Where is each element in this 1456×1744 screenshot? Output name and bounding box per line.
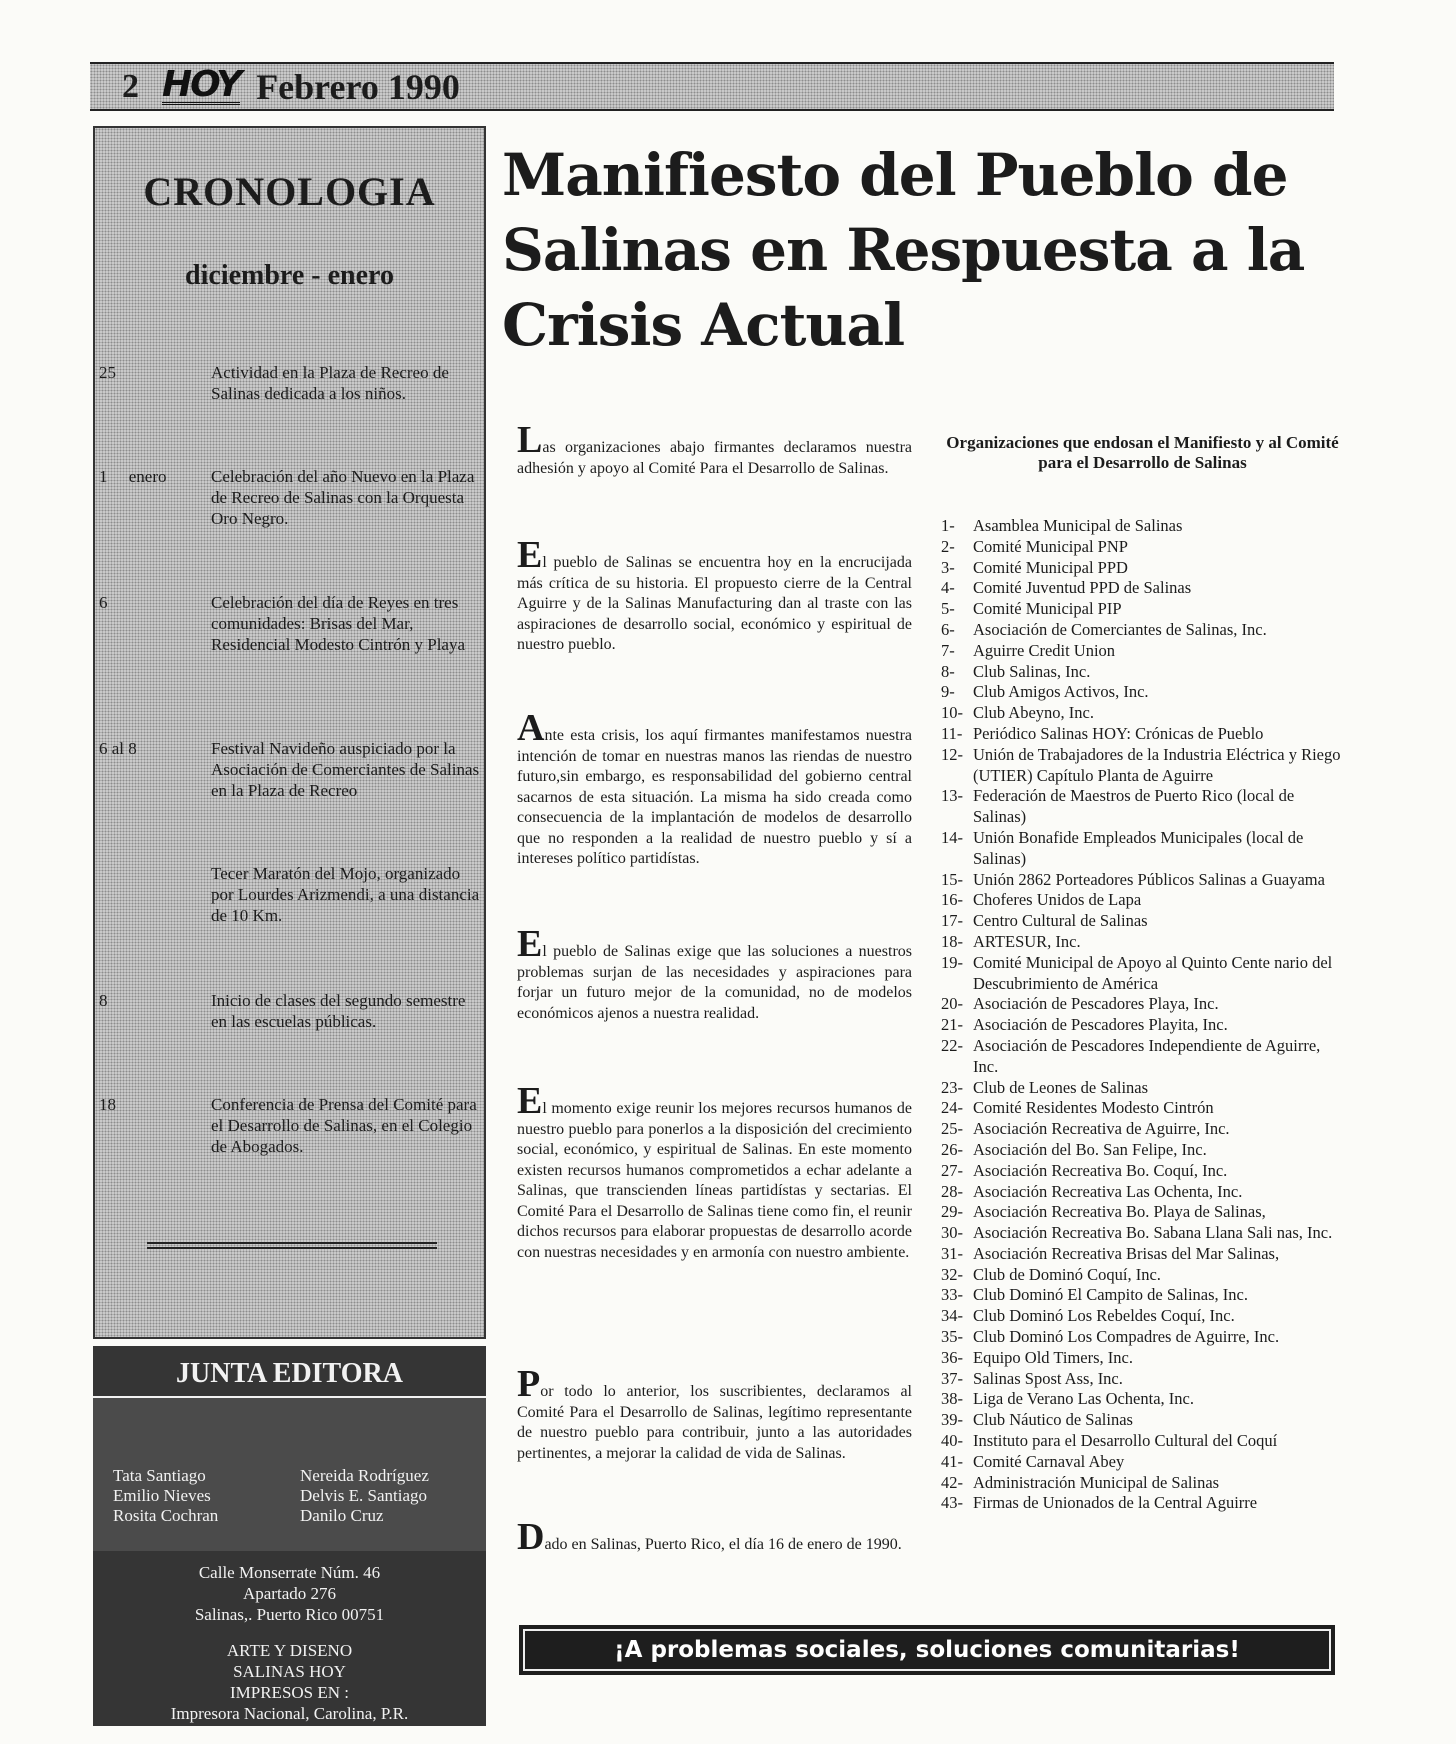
endorsement-name: Asociación del Bo. San Felipe, Inc.	[973, 1139, 1207, 1159]
endorsement-name: Comité Municipal PPD	[973, 557, 1128, 577]
event-text: Celebración del día de Reyes en tres comunidades: Brisas del Mar, Residencial Modesto Cintrón y Playa	[211, 593, 466, 654]
endorsement-name: Unión de Trabajadores de la Industria Eléctrica y Riego (UTIER) Capítulo Planta de Aguirre	[973, 744, 1341, 785]
endorsement-item	[941, 537, 1341, 558]
paragraph-text: l pueblo de Salinas exige que las soluciones a nuestros problemas surjan de las necesidades y aspiraciones para forjar un futuro mejor de la comunidad, no de modelos económicos ajenos a nuestra realidad.	[517, 943, 912, 1022]
event-date: 6 al 8	[99, 739, 137, 758]
address-line: Apartado 276	[242, 1584, 336, 1603]
endorsement-name: Asociación de Pescadores Playita, Inc.	[973, 1015, 1228, 1035]
endorsement-item	[941, 578, 1341, 599]
endorsement-name: Asamblea Municipal de Salinas	[973, 516, 1183, 535]
endorsement-name: Comité Municipal PNP	[973, 536, 1128, 556]
paragraph-text: ado en Salinas, Puerto Rico, el día 16 de enero de 1990.	[544, 1536, 902, 1553]
endorsement-name: Asociación de Comerciantes de Salinas, Inc.	[973, 619, 1267, 639]
endorsement-number: 8-	[941, 661, 955, 681]
endorsement-item	[941, 1389, 1341, 1410]
article-paragraph	[517, 1516, 912, 1558]
endorsement-number: 41-	[941, 1451, 963, 1471]
endorsement-name: Asociación Recreativa Bo. Playa de Salinas,	[973, 1202, 1266, 1222]
endorsement-number: 24-	[941, 1098, 963, 1118]
endorsement-number: 26-	[941, 1139, 963, 1159]
endorsement-name: Club Salinas, Inc.	[973, 661, 1091, 681]
endorsement-number: 4-	[941, 578, 955, 598]
slogan-banner	[519, 1625, 1335, 1675]
endorsement-item	[941, 1078, 1341, 1099]
drop-cap: P	[517, 1363, 541, 1405]
endorsement-number: 43-	[941, 1493, 963, 1513]
endorsement-name: Equipo Old Timers, Inc.	[973, 1347, 1133, 1367]
editor-name: Delvis E. Santiago	[300, 1486, 428, 1505]
endorsement-name: Club de Leones de Salinas	[973, 1077, 1149, 1097]
endorsement-item	[941, 703, 1341, 724]
endorsement-number: 3-	[941, 557, 955, 577]
endorsement-item	[941, 1452, 1341, 1473]
endorsement-name: Salinas Spost Ass, Inc.	[973, 1368, 1123, 1388]
endorsement-number: 31-	[941, 1243, 963, 1263]
endorsement-name: Asociación Recreativa Bo. Sabana Llana Sali nas, Inc.	[973, 1223, 1333, 1243]
endorsements-list	[941, 516, 1341, 1514]
editor-name: Emilio Nieves	[113, 1486, 211, 1505]
article-paragraph	[517, 1080, 912, 1263]
endorsement-name: Periódico Salinas HOY: Crónicas de Pueblo	[973, 723, 1264, 743]
endorsement-number: 5-	[941, 599, 955, 619]
endorsement-item	[941, 641, 1341, 662]
cronologia-title: CRONOLOGIA	[143, 169, 436, 214]
article-paragraph	[517, 419, 912, 479]
event-text: Tecer Maratón del Mojo, organizado por Lourdes Arizmendi, a una distancia de 10 Km.	[211, 864, 480, 925]
endorsement-number: 6-	[941, 619, 955, 639]
event-date: 6	[99, 593, 108, 612]
endorsement-name: Instituto para el Desarrollo Cultural del Coquí	[973, 1431, 1278, 1451]
endorsement-item	[941, 1161, 1341, 1182]
endorsement-name: Liga de Verano Las Ochenta, Inc.	[973, 1389, 1194, 1409]
event-date: 18	[99, 1095, 116, 1114]
endorsement-item	[941, 620, 1341, 641]
endorsement-item	[941, 1285, 1341, 1306]
endorsement-number: 33-	[941, 1285, 963, 1305]
slogan-text: ¡A problemas sociales, soluciones comunitarias!	[523, 1629, 1331, 1671]
endorsement-name: Unión 2862 Porteadores Públicos Salinas a Guayama	[973, 869, 1325, 889]
endorsement-number: 34-	[941, 1306, 963, 1326]
endorsement-name: Asociación Recreativa Las Ochenta, Inc.	[973, 1181, 1243, 1201]
endorsement-name: Club de Dominó Coquí, Inc.	[973, 1264, 1161, 1284]
endorsement-name: Asociación Recreativa Brisas del Mar Salinas,	[973, 1243, 1280, 1263]
endorsement-number: 19-	[941, 952, 963, 972]
endorsement-number: 23-	[941, 1077, 963, 1097]
event-date: 25	[99, 363, 116, 382]
paragraph-text: or todo lo anterior, los suscribientes, declaramos al Comité Para el Desarrollo de Salinas, legítimo representante de nuestro pueblo para contribuir, junto a las autoridades pertinentes, a mejorar la calidad de vida de Salinas.	[517, 1383, 912, 1462]
endorsement-name: Comité Carnaval Abey	[973, 1451, 1125, 1471]
drop-cap: L	[517, 419, 543, 461]
endorsement-item	[941, 1306, 1341, 1327]
endorsement-number: 20-	[941, 994, 963, 1014]
paragraph-text: l pueblo de Salinas se encuentra hoy en la encrucijada más crítica de su historia. El propuesto cierre de la Central Aguirre y de la Salinas Manufacturing dan al traste con las aspiraciones de desarrollo social, económico y espiritual de nuestro pueblo.	[517, 554, 912, 653]
credits-block	[93, 1640, 486, 1724]
endorsement-number: 40-	[941, 1431, 963, 1451]
headline-line: Salinas en Respuesta a la	[502, 216, 1305, 284]
endorsement-item	[941, 994, 1341, 1015]
issue-date: Febrero 1990	[256, 66, 460, 107]
endorsement-item	[941, 662, 1341, 683]
endorsement-number: 10-	[941, 703, 963, 723]
endorsement-item	[941, 890, 1341, 911]
article-paragraph	[517, 534, 912, 656]
credit-line: IMPRESOS EN :	[229, 1683, 350, 1702]
endorsement-name: Comité Juventud PPD de Salinas	[973, 578, 1192, 598]
endorsement-item	[941, 911, 1341, 932]
endorsement-number: 35-	[941, 1327, 963, 1347]
credit-line: Impresora Nacional, Carolina, P.R.	[170, 1704, 409, 1723]
endorsement-number: 42-	[941, 1472, 963, 1492]
endorsement-name: Club Náutico de Salinas	[973, 1410, 1133, 1430]
address-block	[93, 1562, 486, 1625]
endorsement-number: 14-	[941, 827, 963, 847]
endorsement-name: Asociación Recreativa de Aguirre, Inc.	[973, 1119, 1230, 1139]
endorsement-name: Centro Cultural de Salinas	[973, 911, 1148, 931]
endorsement-item	[941, 1410, 1341, 1431]
page-number: 2	[122, 67, 139, 105]
endorsement-number: 17-	[941, 911, 963, 931]
endorsement-number: 12-	[941, 744, 963, 764]
article-paragraph	[517, 923, 912, 1024]
endorsement-number: 30-	[941, 1223, 963, 1243]
endorsement-item	[941, 599, 1341, 620]
endorsement-number: 29-	[941, 1202, 963, 1222]
paragraph-text: as organizaciones abajo firmantes declaramos nuestra adhesión y apoyo al Comité Para el Desarrollo de Salinas.	[517, 439, 912, 477]
article-paragraph	[517, 707, 912, 870]
endorsement-item	[941, 1348, 1341, 1369]
endorsement-name: Aguirre Credit Union	[973, 640, 1116, 660]
address-line: Salinas,. Puerto Rico 00751	[194, 1605, 385, 1624]
divider-rule	[147, 1242, 437, 1249]
endorsement-name: Administración Municipal de Salinas	[973, 1472, 1220, 1492]
editor-name: Tata Santiago	[113, 1466, 206, 1485]
cronologia-box	[93, 126, 486, 1339]
endorsement-number: 18-	[941, 931, 963, 951]
endorsement-name: Asociación de Pescadores Playa, Inc.	[973, 994, 1219, 1014]
endorsement-item	[941, 516, 1341, 537]
endorsement-number: 2-	[941, 536, 955, 556]
headline-line: Manifiesto del Pueblo de	[502, 141, 1288, 209]
endorsement-number: 21-	[941, 1015, 963, 1035]
endorsement-number: 15-	[941, 869, 963, 889]
endorsement-name: Comité Municipal PIP	[973, 599, 1122, 619]
endorsement-name: Club Abeyno, Inc.	[973, 703, 1094, 723]
drop-cap: E	[517, 1080, 543, 1122]
endorsement-item	[941, 745, 1341, 787]
endorsement-name: Comité Municipal de Apoyo al Quinto Cente nario del Descubrimiento de América	[973, 952, 1333, 993]
endorsement-number: 11-	[941, 723, 963, 743]
paragraph-text: nte esta crisis, los aquí firmantes manifestamos nuestra intención de tomar en nuestras manos las riendas de nuestro futuro,sin embargo, es responsabilidad del gobierno central sacarnos de esta situación. La misma ha sido creada como consecuencia de la implantación de modelos de desarrollo que no responden a la realidad de nuestro pueblo y sí a intereses político partidístas.	[517, 727, 912, 867]
article-paragraph	[517, 1363, 912, 1464]
event-text: Celebración del año Nuevo en la Plaza de Recreo de Salinas con la Orquesta Oro Negro.	[211, 467, 475, 528]
endorsement-item	[941, 1493, 1341, 1514]
endorsement-number: 13-	[941, 786, 963, 806]
endorsement-item	[941, 1098, 1341, 1119]
endorsement-name: ARTESUR, Inc.	[973, 931, 1081, 951]
endorsement-name: Choferes Unidos de Lapa	[973, 890, 1142, 910]
endorsement-number: 36-	[941, 1347, 963, 1367]
event-text: Inicio de clases del segundo semestre en las escuelas públicas.	[211, 991, 466, 1031]
editor-name: Nereida Rodríguez	[300, 1466, 429, 1485]
endorsement-item	[941, 1036, 1341, 1078]
endorsement-item	[941, 1119, 1341, 1140]
endorsement-number: 37-	[941, 1368, 963, 1388]
junta-title: JUNTA EDITORA	[93, 1352, 486, 1398]
hoy-logo: HOY	[162, 64, 241, 105]
endorsement-item	[941, 682, 1341, 703]
article-headline	[502, 138, 1352, 363]
credit-line: SALINAS HOY	[233, 1662, 346, 1681]
endorsement-name: Club Dominó El Campito de Salinas, Inc.	[973, 1285, 1248, 1305]
endorsement-item	[941, 1327, 1341, 1348]
endorsement-name: Club Dominó Los Rebeldes Coquí, Inc.	[973, 1306, 1235, 1326]
endorsement-number: 9-	[941, 682, 955, 702]
cronologia-subtitle: diciembre - enero	[185, 260, 394, 291]
drop-cap: E	[517, 534, 543, 576]
endorsement-item	[941, 1265, 1341, 1286]
endorsement-name: Asociación de Pescadores Independiente de Aguirre, Inc.	[973, 1035, 1321, 1076]
endorsements-heading: Organizaciones que endosan el Manifiesto y al Comité para el Desarrollo de Salinas	[946, 433, 1339, 472]
event-date: 1 enero	[99, 467, 167, 486]
paragraph-text: l momento exige reunir los mejores recursos humanos de nuestro pueblo para ponerlos a la disposición del crecimiento social, económico, y espiritual de Salinas. En este momento existen recursos humanos comprometidos a echar adelante a Salinas, que transcienden líneas partidístas y sectarias. El Comité Para el Desarrollo de Salinas tiene como fin, el reunir dichos recursos para elaborar propuestas de desarrollo acorde con nuestras necesidades y en armonía con nuestro ambiente.	[517, 1100, 912, 1261]
endorsement-name: Club Amigos Activos, Inc.	[973, 682, 1149, 702]
drop-cap: D	[517, 1516, 545, 1558]
drop-cap: E	[517, 923, 543, 965]
endorsement-item	[941, 724, 1341, 745]
endorsement-name: Asociación Recreativa Bo. Coquí, Inc.	[973, 1160, 1228, 1180]
address-line: Calle Monserrate Núm. 46	[198, 1563, 381, 1582]
endorsement-item	[941, 1015, 1341, 1036]
endorsement-item	[941, 1244, 1341, 1265]
endorsement-number: 1-	[941, 516, 955, 535]
junta-editora-box	[93, 1346, 486, 1726]
masthead	[90, 62, 1334, 111]
endorsement-item	[941, 558, 1341, 579]
endorsement-item	[941, 1182, 1341, 1203]
endorsement-number: 27-	[941, 1160, 963, 1180]
endorsement-item	[941, 1431, 1341, 1452]
endorsement-number: 22-	[941, 1035, 963, 1055]
event-text: Conferencia de Prensa del Comité para el Desarrollo de Salinas, en el Colegio de Abogados.	[211, 1095, 477, 1156]
endorsement-number: 39-	[941, 1410, 963, 1430]
endorsement-name: Club Dominó Los Compadres de Aguirre, Inc.	[973, 1327, 1280, 1347]
endorsement-number: 25-	[941, 1119, 963, 1139]
event-text: Actividad en la Plaza de Recreo de Salinas dedicada a los niños.	[211, 363, 449, 403]
editor-name: Danilo Cruz	[300, 1506, 384, 1525]
endorsement-name: Comité Residentes Modesto Cintrón	[973, 1098, 1214, 1118]
endorsement-number: 16-	[941, 890, 963, 910]
endorsement-number: 28-	[941, 1181, 963, 1201]
drop-cap: A	[517, 707, 545, 749]
credit-line: ARTE Y DISENO	[226, 1641, 353, 1660]
endorsement-item	[941, 1202, 1341, 1223]
endorsement-item	[941, 786, 1341, 828]
endorsement-item	[941, 953, 1341, 995]
endorsement-name: Firmas de Unionados de la Central Aguirre	[973, 1493, 1258, 1513]
editor-name: Rosita Cochran	[113, 1506, 219, 1525]
endorsement-item	[941, 1369, 1341, 1390]
endorsement-item	[941, 1473, 1341, 1494]
endorsement-number: 32-	[941, 1264, 963, 1284]
endorsement-name: Unión Bonafide Empleados Municipales (local de Salinas)	[973, 827, 1304, 868]
endorsement-item	[941, 870, 1341, 891]
endorsement-item	[941, 932, 1341, 953]
editor-names	[93, 1398, 486, 1551]
endorsement-name: Federación de Maestros de Puerto Rico (local de Salinas)	[973, 786, 1295, 827]
endorsement-number: 38-	[941, 1389, 963, 1409]
endorsement-item	[941, 1223, 1341, 1244]
event-text: Festival Navideño auspiciado por la Asociación de Comerciantes de Salinas en la Plaza de Recreo	[211, 739, 480, 800]
endorsement-item	[941, 1140, 1341, 1161]
endorsement-item	[941, 828, 1341, 870]
endorsement-number: 7-	[941, 640, 955, 660]
event-date: 8	[99, 991, 108, 1010]
headline-line: Crisis Actual	[502, 291, 905, 359]
